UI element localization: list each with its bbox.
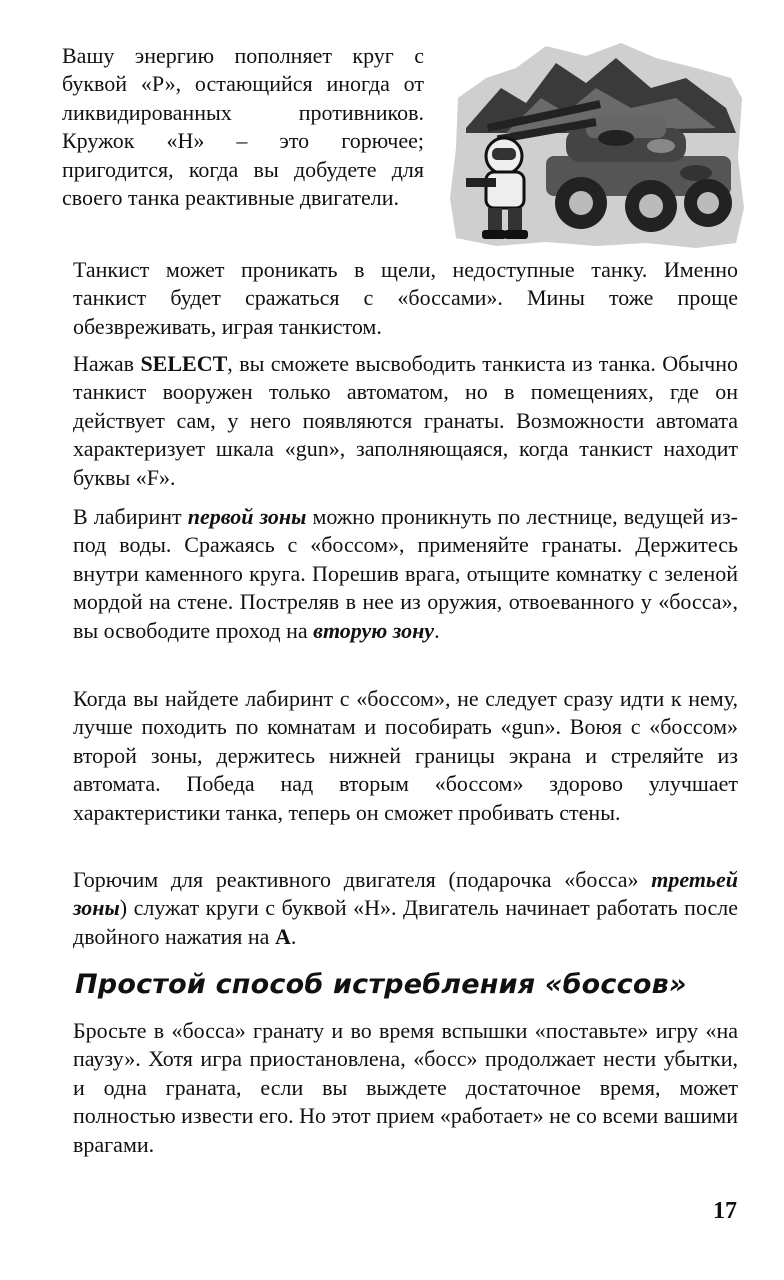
a-key-label: A xyxy=(274,923,291,949)
paragraph-tanker: Танкист может проникать в щели, недоступные танку. Именно танкист будет сражаться с «боссами». Мины тоже проще обезвреживать, играя танкистом. xyxy=(73,257,738,339)
text-fragment: можно проникнуть по лестнице, ведущей из-под воды. Сражаясь с «боссом», применяйте гранаты. Держитесь внутри каменного круга. Порешив врага, отыщите комнатку с зеленой мордой на стене. Постреляв в нее из оружия, отвоеванного у «босса», вы освободите проход на xyxy=(73,504,739,643)
paragraph-first-zone xyxy=(73,503,738,645)
page-number: 17 xyxy=(713,1198,737,1224)
third-zone-label: третьей зоны xyxy=(73,867,738,921)
text-fragment: Горючим для реактивного двигателя (подарочка «босса» xyxy=(73,867,652,892)
text-fragment: В лабиринт xyxy=(73,504,188,529)
section-heading: Простой способ истребления «боссов» xyxy=(75,969,687,1000)
text-fragment: . xyxy=(290,923,297,949)
paragraph-grenade-trick: Бросьте в «босса» гранату и во время вспышки «поставьте» игру «на паузу». Хотя игра приостановлена, «босс» продолжает нести убытки, и одна граната, если вы выждете достаточное время, может полностью извести его. Но этот прием «работает» не со всеми вашими врагами. xyxy=(73,1018,738,1157)
text-fragment: Нажав xyxy=(73,351,141,376)
second-zone-label: вторую зону xyxy=(313,617,435,643)
first-zone-label: первой зоны xyxy=(187,504,307,529)
paragraph-labyrinth: Когда вы найдете лабиринт с «боссом», не следует сразу идти к нему, лучше походить по комнатам и пособирать «gun». Воюя с «боссом» второй зоны, держитесь нижней границы экрана и стреляйте из автомата. Победа над вторым «боссом» здорово улучшает характеристики танка, теперь он сможет пробивать стены. xyxy=(73,686,738,825)
text-fragment: . xyxy=(434,617,440,643)
tank-illustration-icon xyxy=(446,38,746,250)
paragraph-select xyxy=(73,350,738,492)
text-fragment: , вы сможете высвободить танкиста из танка. Обычно танкист вооружен только автоматом, но в помещениях, где он действует сам, у него появляются гранаты. Возможности автомата характеризует шкала «gun», заполняющаяся, когда танкист находит буквы «F». xyxy=(73,351,738,490)
select-key-label: SELECT xyxy=(140,351,228,376)
intro-paragraph: Вашу энергию пополняет круг с буквой «Р», остающийся иногда от ликвидированных противников. Кружок «Н» – это горючее; пригодится, когда вы добудете для своего танка реактивные двигатели. xyxy=(62,43,424,211)
paragraph-fuel xyxy=(73,866,738,951)
text-fragment: ) служат круги с буквой «Н». Двигатель начинает работать после двойного нажатия на xyxy=(73,895,738,949)
